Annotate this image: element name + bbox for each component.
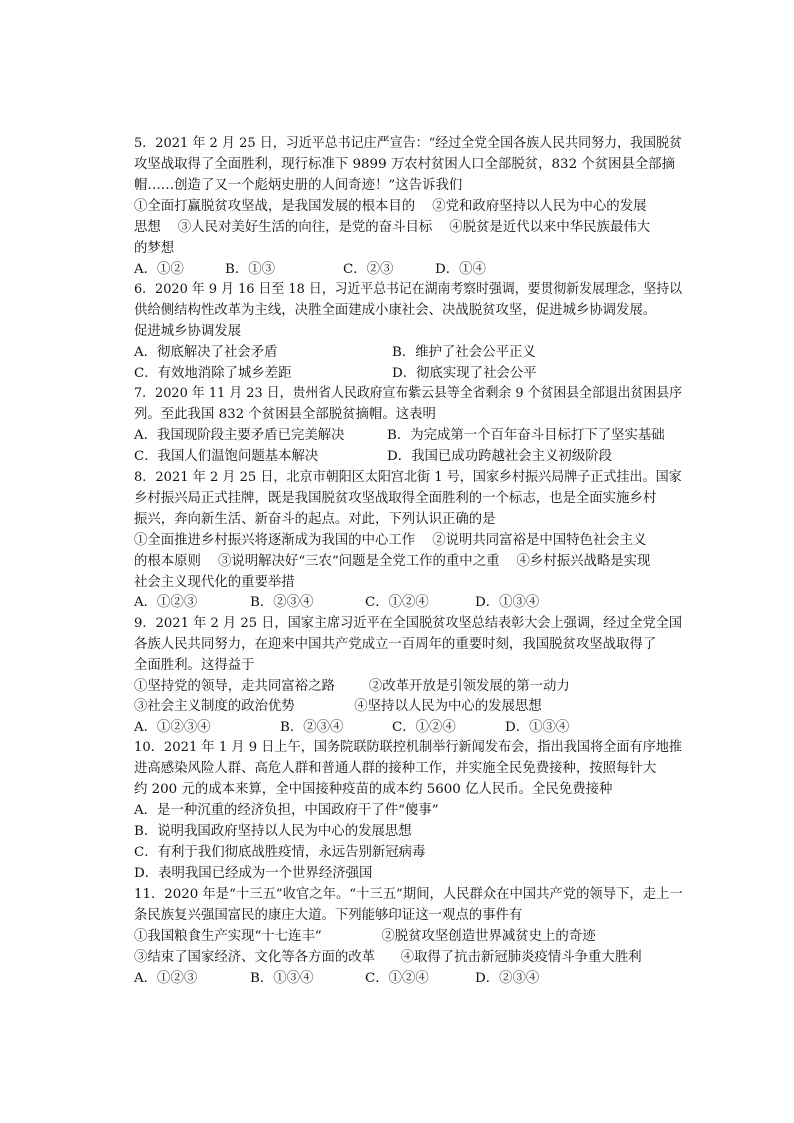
q5-statement-line-2: 思想 ③人民对美好生活的向往，是党的奋斗目标 ④脱贫是近代以来中华民族最伟大 xyxy=(134,220,651,235)
q10-option-b: B．说明我国政府坚持以人民为中心的发展思想 xyxy=(134,824,412,839)
q8-line-1: 8．2021 年 2 月 25 日，北京市朝阳区太阳宫北街 1 号，国家乡村振兴局牌子正式挂出。国家 xyxy=(134,470,682,485)
q10-option-c: C．有利于我们彻底战胜疫情，永远告别新冠病毒 xyxy=(134,845,426,860)
q6-option-d: D．彻底实现了社会公平 xyxy=(392,366,537,381)
q11-statement-line-2: ③结束了国家经济、文化等各方面的改革 ④取得了抗击新冠肺炎疫情斗争重大胜利 xyxy=(134,950,642,965)
q9-statement-line-2: ③社会主义制度的政治优势 ④坚持以人民为中心的发展思想 xyxy=(134,699,542,714)
q9-statement-line-1: ①坚持党的领导，走共同富裕之路 ②改革开放是引领发展的第一动力 xyxy=(134,679,570,694)
q5-line-2: 攻坚战取得了全面胜利，现行标准下 9899 万农村贫困人口全部脱贫，832 个贫困县全部摘 xyxy=(134,157,676,172)
q6-line-3: 促进城乡协调发展 xyxy=(134,324,242,339)
q7-option-a: A．我国现阶段主要矛盾已完美解决 xyxy=(134,428,345,443)
q6-option-b: B．维护了社会公平正义 xyxy=(392,345,536,360)
q5-statement-line-1: ①全面打赢脱贫攻坚战，是我国发展的根本目的 ②党和政府坚持以人民为中心的发展 xyxy=(134,199,647,214)
q8-statement-line-1: ①全面推进乡村振兴将逐渐成为我国的中心工作 ②说明共同富裕是中国特色社会主义 xyxy=(134,533,647,548)
q9-option-c: C．①②④ xyxy=(392,720,456,735)
q9-line-1: 9．2021 年 2 月 25 日，国家主席习近平在全国脱贫攻坚总结表彰大会上强调，经过全党全国 xyxy=(134,616,683,631)
q9-line-2: 各族人民共同努力，在迎来中国共产党成立一百周年的重要时刻，我国脱贫攻坚战取得了 xyxy=(134,637,657,652)
q8-statement-line-2: 的根本原则 ③说明解决好“三农”问题是全党工作的重中之重 ④乡村振兴战略是实现 xyxy=(134,554,651,569)
q10-line-2: 进高感染风险人群、高危人群和普通人群的接种工作，并实施全民免费接种，按照每针大 xyxy=(134,761,657,776)
q9-option-b: B．②③④ xyxy=(280,720,344,735)
q5-option-c: C．②③ xyxy=(343,262,394,277)
q11-statement-line-1: ①我国粮食生产实现“十七连丰” ②脱贫攻坚创造世界减贫史上的奇迹 xyxy=(134,929,596,944)
q8-option-c: C．①②④ xyxy=(365,595,429,610)
q8-statement-line-3: 社会主义现代化的重要举措 xyxy=(134,575,295,590)
q10-option-a: A．是一种沉重的经济负担，中国政府干了件“傻事” xyxy=(134,803,439,818)
q7-option-c: C．我国人们温饱问题基本解决 xyxy=(134,449,319,464)
q5-option-a: A．①② xyxy=(134,262,184,277)
q5-option-b: B．①③ xyxy=(225,262,276,277)
q9-option-a: A．①②③④ xyxy=(134,720,211,735)
q11-option-c: C．①②④ xyxy=(365,971,429,986)
q11-option-b: B．①③④ xyxy=(250,971,314,986)
q5-line-3: 帽……创造了又一个彪炳史册的人间奇迹！”这告诉我们 xyxy=(134,178,463,193)
q11-option-a: A．①②③ xyxy=(134,971,198,986)
q8-line-2: 乡村振兴局正式挂牌，既是我国脱贫攻坚战取得全面胜利的一个标志，也是全面实施乡村 xyxy=(134,491,657,506)
q10-line-1: 10．2021 年 1 月 9 日上午，国务院联防联控机制举行新闻发布会，指出我国将全面有序地推 xyxy=(134,740,683,755)
q7-line-2: 列。至此我国 832 个贫困县全部脱贫摘帽。这表明 xyxy=(134,407,436,422)
q6-line-1: 6．2020 年 9 月 16 日至 18 日，习近平总书记在湖南考察时强调，要贯彻新发展理念，坚持以 xyxy=(134,282,683,297)
q7-option-b: B．为完成第一个百年奋斗目标打下了坚实基础 xyxy=(387,428,665,443)
q8-option-a: A．①②③ xyxy=(134,595,198,610)
q11-line-1: 11．2020 年是“十三五”收官之年。“十三五”期间，人民群众在中国共产党的领导下，走上一 xyxy=(134,887,683,902)
q6-line-2: 供给侧结构性改革为主线，决胜全面建成小康社会、决战脱贫攻坚，促进城乡协调发展。 xyxy=(134,303,657,318)
q5-option-d: D．①④ xyxy=(435,262,486,277)
q6-option-c: C．有效地消除了城乡差距 xyxy=(134,366,292,381)
q5-statement-line-3: 的梦想 xyxy=(134,241,175,256)
q9-line-3: 全面胜利。这得益于 xyxy=(134,658,255,673)
q11-line-2: 条民族复兴强国富民的康庄大道。下列能够印证这一观点的事件有 xyxy=(134,908,523,923)
q7-line-1: 7．2020 年 11 月 23 日，贵州省人民政府宣布紫云县等全省剩余 9 个贫困县全部退出贫困县序 xyxy=(134,386,683,401)
q5-line-1: 5．2021 年 2 月 25 日，习近平总书记庄严宣告：“经过全党全国各族人民共同努力，我国脱贫 xyxy=(134,136,683,151)
q10-line-3: 约 200 元的成本来算，全中国接种疫苗的成本约 5600 亿人民币。全民免费接种 xyxy=(134,782,613,797)
q8-line-3: 振兴，奔向新生活、新奋斗的起点。对此，下列认识正确的是 xyxy=(134,512,496,527)
q11-option-d: D．②③④ xyxy=(475,971,540,986)
q8-option-b: B．②③④ xyxy=(250,595,314,610)
q8-option-d: D．①③④ xyxy=(475,595,540,610)
q6-option-a: A．彻底解决了社会矛盾 xyxy=(134,345,278,360)
q10-option-d: D．表明我国已经成为一个世界经济强国 xyxy=(134,866,373,881)
q7-option-d: D．我国已成功跨越社会主义初级阶段 xyxy=(387,449,612,464)
q9-option-d: D．①③④ xyxy=(505,720,570,735)
